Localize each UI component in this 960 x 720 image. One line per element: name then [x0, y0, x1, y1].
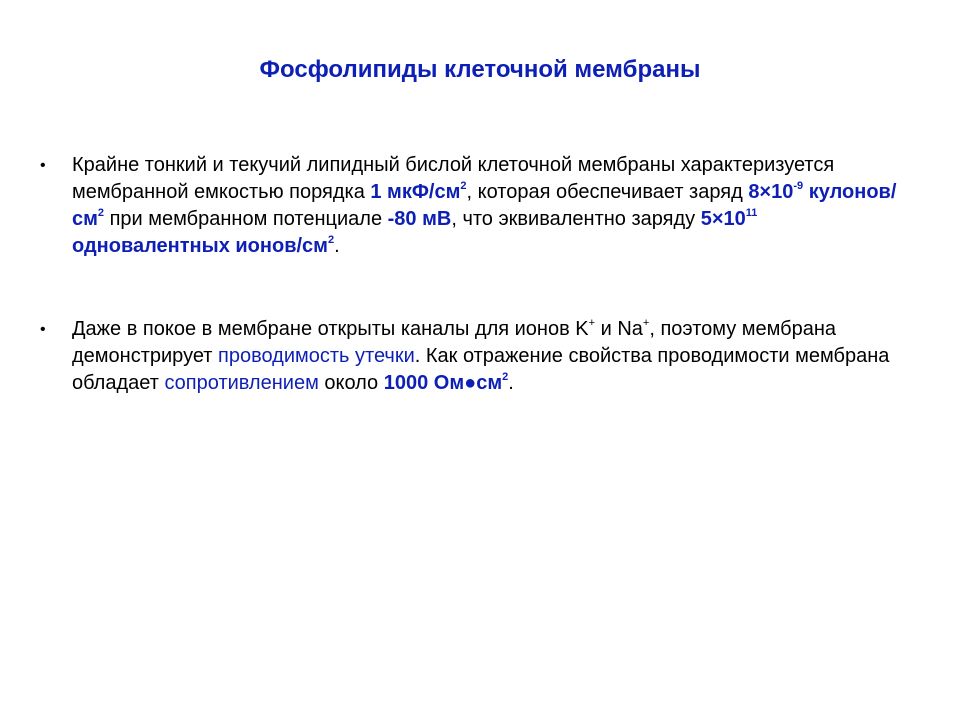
bullet-item-conductance — [40, 316, 920, 397]
text-segment: при мембранном потенциале — [104, 208, 388, 230]
bullet-item-capacitance — [40, 152, 920, 260]
bullet-text — [72, 316, 920, 397]
superscript: 11 — [745, 207, 758, 219]
text-segment: около — [318, 372, 384, 394]
capacitance-value — [370, 181, 466, 203]
bullet-dot-icon: • — [40, 321, 46, 338]
text-segment: . Как отражение свойства проводимости мембрана обладает — [72, 345, 890, 394]
resistance-number: 1000 Ом●см — [383, 372, 503, 394]
ions-value — [701, 208, 758, 230]
text-segment: . — [508, 372, 514, 394]
text-segment: , поэтому мембрана демонстрирует — [72, 318, 837, 367]
text-segment: , что эквивалентно заряду — [451, 208, 701, 230]
capacitance-number: 1 мкФ/см — [370, 181, 461, 203]
potential-value: -80 мВ — [387, 208, 452, 230]
bullet-text — [72, 152, 920, 260]
ions-unit-text: одновалентных ионов/см — [72, 235, 328, 257]
superscript: 2 — [97, 207, 105, 219]
text-segment: , которая обеспечивает заряд — [466, 181, 749, 203]
resistance-term: сопротивлением — [164, 372, 319, 394]
charge-unit: кулонов/см — [72, 181, 897, 230]
charge-number: 8×10 — [748, 181, 794, 203]
bullet-dot-icon: • — [40, 157, 46, 174]
text-segment: . — [334, 235, 340, 257]
superscript: 2 — [502, 371, 509, 383]
superscript: + — [642, 317, 650, 329]
ions-number: 5×10 — [700, 208, 746, 230]
ions-unit — [72, 235, 334, 257]
superscript: 2 — [327, 234, 335, 246]
text-segment: Даже в покое в мембране открыты каналы для ионов K — [72, 318, 589, 340]
text-segment: Крайне тонкий и текучий липидный бислой клеточной мембраны характеризуется мембранной емкостью порядка — [72, 154, 835, 203]
superscript: -9 — [793, 180, 804, 192]
superscript: 2 — [460, 180, 467, 192]
leak-conductance-term: проводимость утечки — [218, 345, 415, 367]
text-segment: и Na — [595, 318, 643, 340]
resistance-value — [384, 372, 509, 394]
superscript: + — [588, 317, 596, 329]
slide-title: Фосфолипиды клеточной мембраны — [259, 56, 701, 83]
